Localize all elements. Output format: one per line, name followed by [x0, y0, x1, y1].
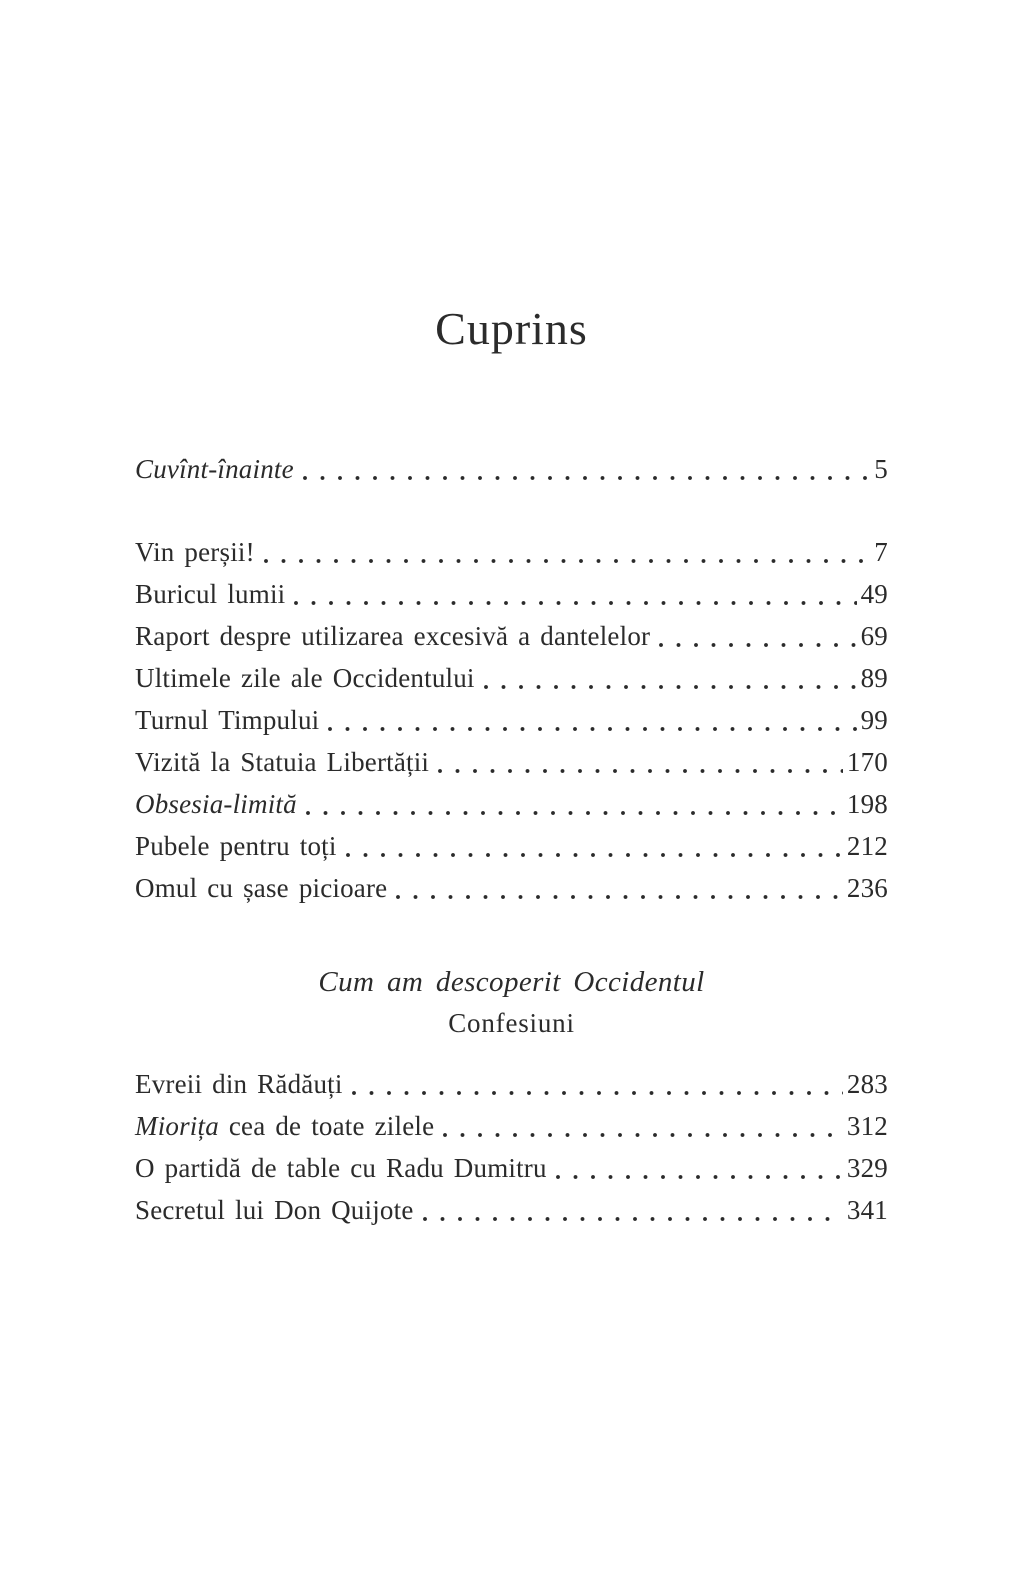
toc-entry-page-number: 283	[846, 1069, 888, 1099]
toc-title-segment: Ultimele zile ale Occidentului	[135, 663, 475, 693]
toc-title-segment-italic: Miorița	[135, 1111, 219, 1141]
toc-entry-page-number: 236	[846, 873, 888, 903]
toc-title-segment: Buricul lumii	[135, 579, 286, 609]
toc-part-one-section	[135, 531, 888, 909]
toc-entry-page-number: 198	[846, 789, 888, 819]
dot-leader	[328, 699, 856, 741]
dot-leader	[294, 573, 856, 615]
toc-entry-title	[135, 1105, 434, 1147]
toc-entry-title	[135, 825, 337, 867]
dot-leader	[443, 1105, 843, 1147]
toc-title-segment: Raport despre utilizarea excesivă a dantelelor	[135, 621, 651, 651]
dot-leader	[303, 448, 871, 490]
toc-entry-title	[135, 1063, 343, 1105]
dot-leader	[556, 1147, 843, 1189]
toc-entry	[135, 657, 888, 699]
toc-entry-page-number: 341	[846, 1195, 888, 1225]
toc-title-segment: Turnul Timpului	[135, 705, 320, 735]
dot-leader	[396, 867, 843, 909]
part-two-subtitle: Confesiuni	[448, 1008, 575, 1038]
toc-entry	[135, 1147, 888, 1189]
toc-entry	[135, 741, 888, 783]
toc-entry	[135, 825, 888, 867]
dot-leader	[438, 741, 843, 783]
toc-title-segment: cea de toate zilele	[218, 1111, 435, 1141]
toc-entry	[135, 615, 888, 657]
toc-entry-title	[135, 531, 255, 573]
toc-entry-page-number: 49	[860, 579, 888, 609]
toc-title-segment-italic: Cuvînt-înainte	[135, 454, 294, 484]
toc-entry-title	[135, 1189, 414, 1231]
dot-leader	[352, 1063, 843, 1105]
toc-entry	[135, 573, 888, 615]
toc-entry-page-number: 312	[846, 1111, 888, 1141]
toc-entry-title	[135, 573, 285, 615]
toc-entry	[135, 531, 888, 573]
toc-entry	[135, 783, 888, 825]
toc-entry	[135, 867, 888, 909]
toc-title-segment: Pubele pentru toți	[135, 831, 337, 861]
dot-leader	[659, 615, 856, 657]
toc-entry	[135, 1105, 888, 1147]
toc-entry	[135, 1189, 888, 1231]
toc-entry-page-number: 99	[860, 705, 888, 735]
part-two-heading: Cum am descoperit Occidentul	[318, 966, 705, 998]
toc-title-segment: Vin perșii!	[135, 537, 255, 567]
dot-leader	[423, 1189, 843, 1231]
toc-entry	[135, 448, 888, 490]
toc-part-two-section	[135, 1063, 888, 1231]
part-two-heading-block	[135, 961, 888, 1043]
toc-entry-page-number: 5	[874, 454, 888, 484]
toc-title-segment: O partidă de table cu Radu Dumitru	[135, 1153, 547, 1183]
dot-leader	[306, 783, 843, 825]
dot-leader	[484, 657, 857, 699]
toc-entry-title	[135, 699, 319, 741]
toc-entry-title	[135, 741, 429, 783]
toc-title-segment: Vizită la Statuia Libertății	[135, 747, 430, 777]
toc-entry-page-number: 170	[846, 747, 888, 777]
toc-title-segment: Secretul lui Don Quijote	[135, 1195, 414, 1225]
toc-entry-page-number: 89	[860, 663, 888, 693]
toc-entry-page-number: 7	[874, 537, 888, 567]
toc-entry-page-number: 212	[846, 831, 888, 861]
toc-title-segment: Evreii din Rădăuți	[135, 1069, 343, 1099]
toc-title-segment: Omul cu șase picioare	[135, 873, 388, 903]
page-title: Cuprins	[435, 303, 588, 354]
toc-entry-title	[135, 657, 475, 699]
toc-entry	[135, 1063, 888, 1105]
dot-leader	[264, 531, 870, 573]
toc-entry-page-number: 69	[860, 621, 888, 651]
toc-entry-title	[135, 1147, 547, 1189]
toc-title-segment-italic: Obsesia-limită	[135, 789, 297, 819]
toc-entry-title	[135, 615, 650, 657]
toc-entry	[135, 699, 888, 741]
toc-entry-page-number: 329	[846, 1153, 888, 1183]
dot-leader	[346, 825, 843, 867]
toc-entry-title	[135, 783, 297, 825]
toc-preface-section	[135, 448, 888, 490]
toc-entry-title	[135, 867, 387, 909]
toc-entry-title	[135, 448, 294, 490]
